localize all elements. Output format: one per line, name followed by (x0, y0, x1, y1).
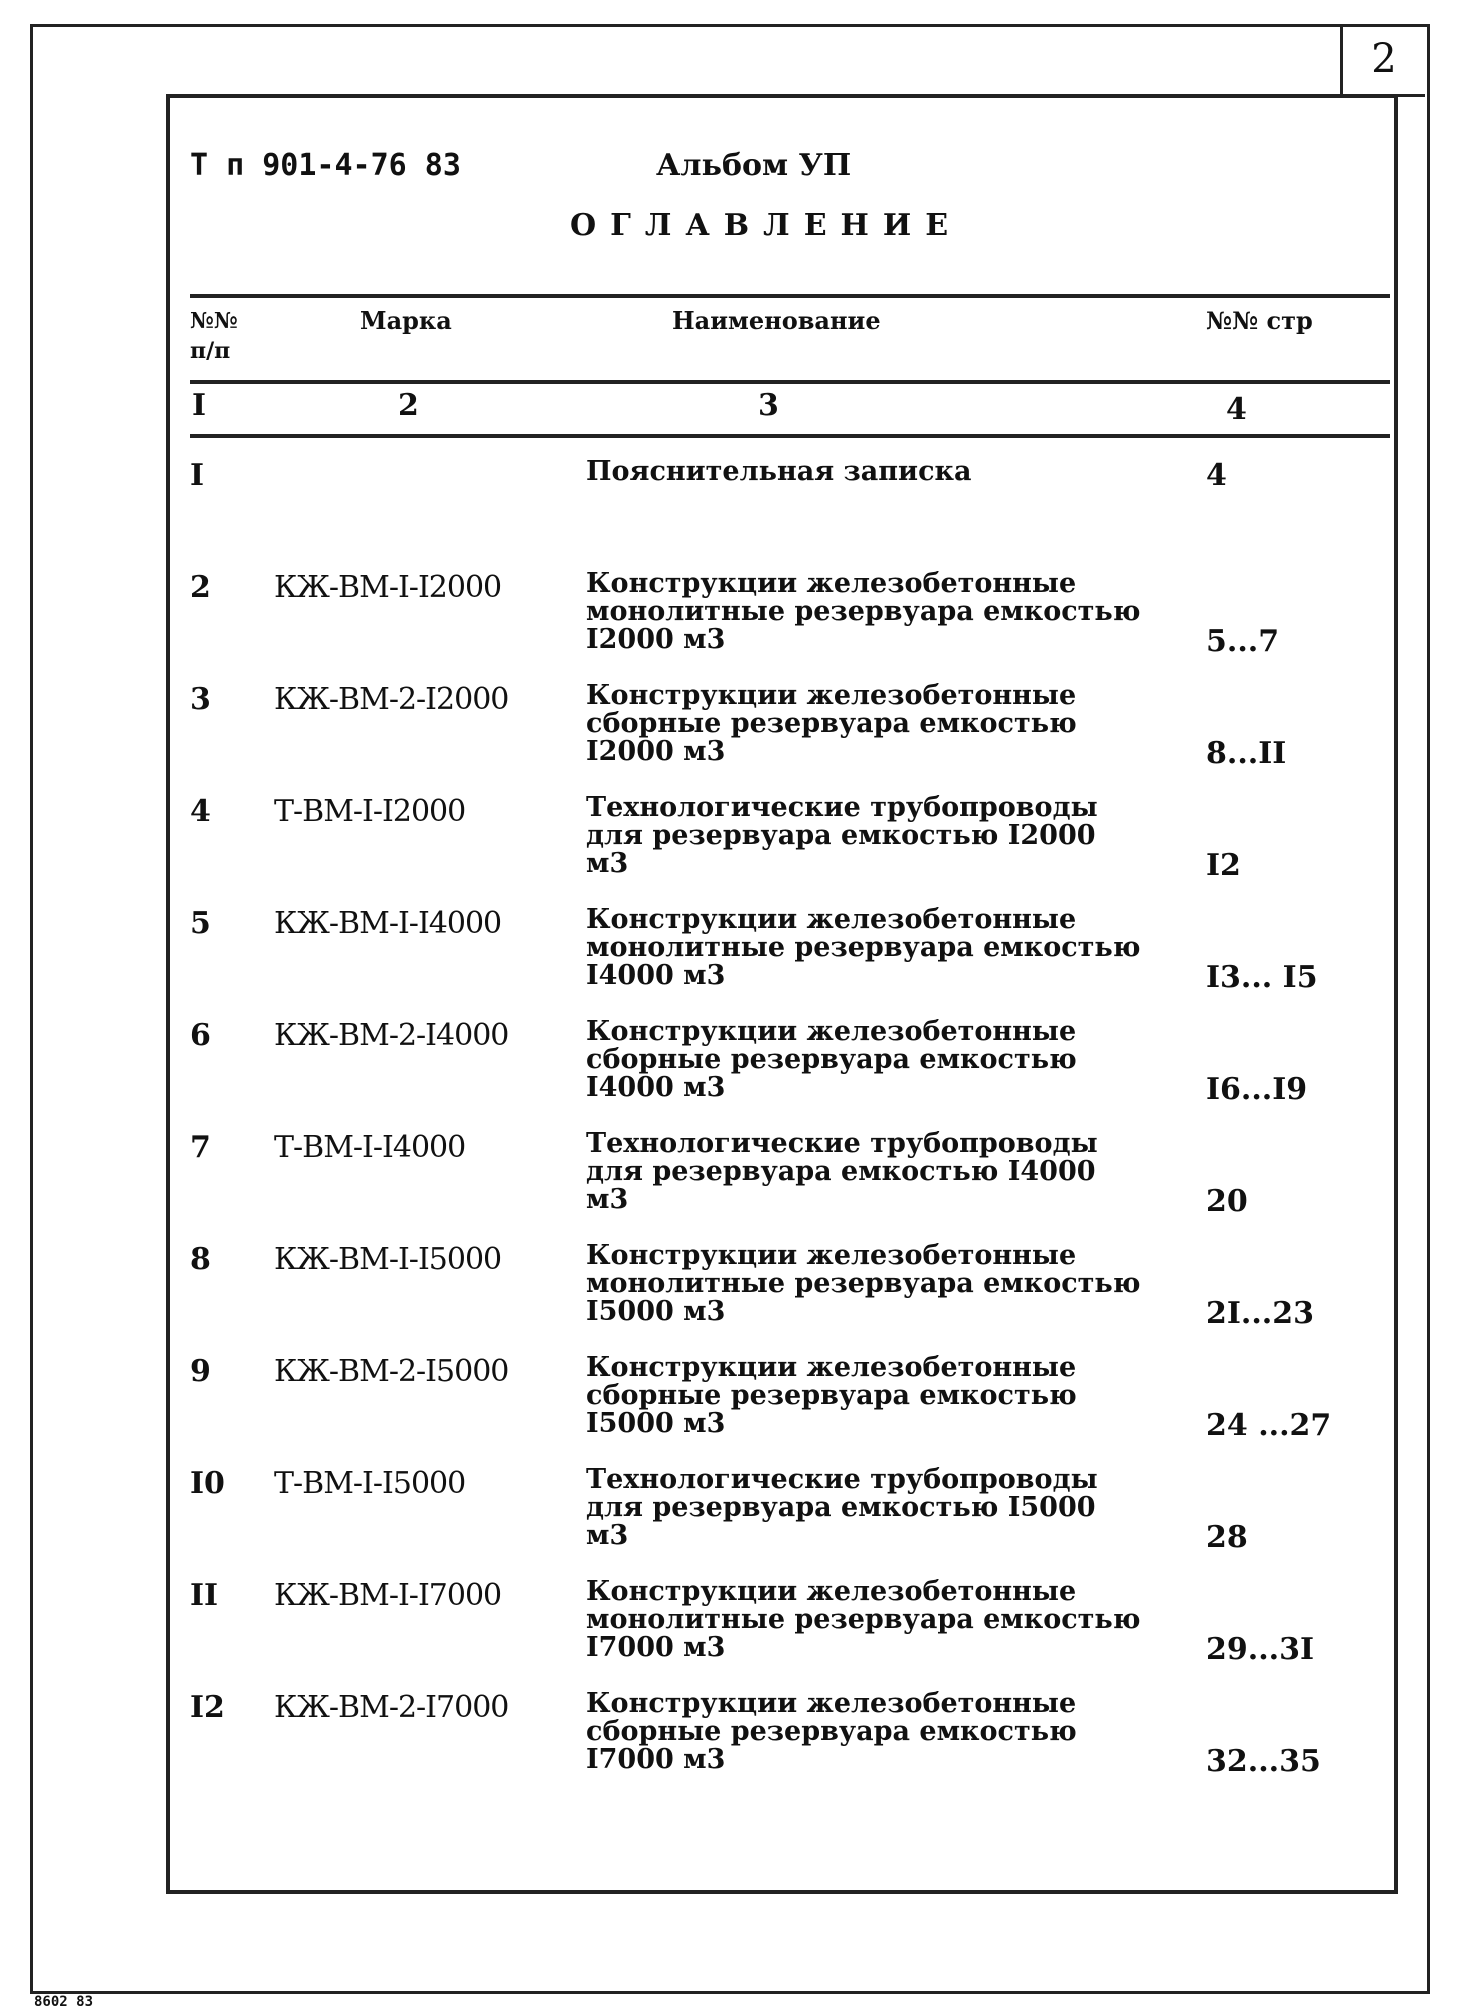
row-number: II (190, 1578, 219, 1613)
row-name: Конструкции железобетонные монолитные резервуара емкостью I7000 м3 (586, 1576, 1141, 1663)
row-number: 6 (190, 1018, 211, 1053)
table-top-rule (190, 294, 1390, 298)
footer-code: 8602 83 (34, 1994, 94, 2010)
row-page: 28 (1206, 1520, 1248, 1555)
row-mark: КЖ-ВМ-2-I4000 (274, 1018, 509, 1053)
col-header-num: №№ п/п (190, 308, 238, 364)
row-mark: КЖ-ВМ-2-I7000 (274, 1690, 509, 1725)
row-name: Конструкции железобетонные сборные резервуара емкостью I7000 м3 (586, 1688, 1077, 1775)
row-number: 5 (190, 906, 211, 941)
table-row (0, 682, 1466, 794)
row-page: 24 ...27 (1206, 1408, 1332, 1443)
row-name: Пояснительная записка (586, 456, 972, 487)
col-header-page: №№ стр (1206, 306, 1313, 335)
numbers-rule (190, 434, 1390, 438)
row-page: 32...35 (1206, 1744, 1321, 1779)
row-mark: КЖ-ВМ-I-I2000 (274, 570, 502, 605)
table-row (0, 794, 1466, 906)
row-number: 8 (190, 1242, 211, 1277)
sheet-number: 2 (1340, 24, 1425, 97)
col-number-3: 3 (758, 388, 779, 423)
col-number-4: 4 (1226, 392, 1247, 427)
col-header-mark: Марка (360, 306, 452, 335)
col-number-1: I (192, 388, 207, 423)
row-mark: КЖ-ВМ-2-I2000 (274, 682, 509, 717)
row-page: I3... I5 (1206, 960, 1318, 995)
row-page: 4 (1206, 458, 1227, 493)
row-page: 2I...23 (1206, 1296, 1314, 1331)
row-name: Технологические трубопроводы для резервуара емкостью I5000 м3 (586, 1464, 1098, 1551)
row-mark: КЖ-ВМ-I-I7000 (274, 1578, 502, 1613)
row-name: Конструкции железобетонные сборные резервуара емкостью I5000 м3 (586, 1352, 1077, 1439)
row-name: Конструкции железобетонные сборные резервуара емкостью I4000 м3 (586, 1016, 1077, 1103)
table-row (0, 1354, 1466, 1466)
row-number: I0 (190, 1466, 225, 1501)
row-number: 4 (190, 794, 211, 829)
table-row (0, 1018, 1466, 1130)
page-title: ОГЛАВЛЕНИЕ (570, 208, 963, 243)
row-mark: Т-ВМ-I-I5000 (274, 1466, 466, 1501)
row-mark: КЖ-ВМ-I-I5000 (274, 1242, 502, 1277)
row-number: 2 (190, 570, 211, 605)
col-number-2: 2 (398, 388, 419, 423)
row-mark: КЖ-ВМ-I-I4000 (274, 906, 502, 941)
row-name: Технологические трубопроводы для резервуара емкостью I4000 м3 (586, 1128, 1098, 1215)
table-row (0, 570, 1466, 682)
row-number: 9 (190, 1354, 211, 1389)
row-page: 8...II (1206, 736, 1287, 771)
row-mark: КЖ-ВМ-2-I5000 (274, 1354, 509, 1389)
table-row (0, 1578, 1466, 1690)
table-row (0, 906, 1466, 1018)
row-page: 20 (1206, 1184, 1248, 1219)
row-number: 3 (190, 682, 211, 717)
row-mark: Т-ВМ-I-I4000 (274, 1130, 466, 1165)
row-number: I (190, 458, 205, 493)
row-mark: Т-ВМ-I-I2000 (274, 794, 466, 829)
row-page: I6...I9 (1206, 1072, 1308, 1107)
row-page: I2 (1206, 848, 1241, 883)
row-name: Технологические трубопроводы для резервуара емкостью I2000 м3 (586, 792, 1098, 879)
doc-code: Т п 901-4-76 83 (190, 148, 461, 183)
row-number: 7 (190, 1130, 211, 1165)
row-page: 29...3I (1206, 1632, 1314, 1667)
table-row (0, 458, 1466, 570)
row-name: Конструкции железобетонные монолитные резервуара емкостью I2000 м3 (586, 568, 1141, 655)
table-row (0, 1130, 1466, 1242)
table-row (0, 1466, 1466, 1578)
row-number: I2 (190, 1690, 225, 1725)
row-name: Конструкции железобетонные монолитные резервуара емкостью I5000 м3 (586, 1240, 1141, 1327)
row-name: Конструкции железобетонные монолитные резервуара емкостью I4000 м3 (586, 904, 1141, 991)
row-name: Конструкции железобетонные сборные резервуара емкостью I2000 м3 (586, 680, 1077, 767)
col-header-name: Наименование (672, 306, 881, 335)
row-page: 5...7 (1206, 624, 1280, 659)
table-row (0, 1690, 1466, 1802)
header-rule (190, 380, 1390, 384)
table-row (0, 1242, 1466, 1354)
album-label: Альбом УП (656, 148, 852, 183)
